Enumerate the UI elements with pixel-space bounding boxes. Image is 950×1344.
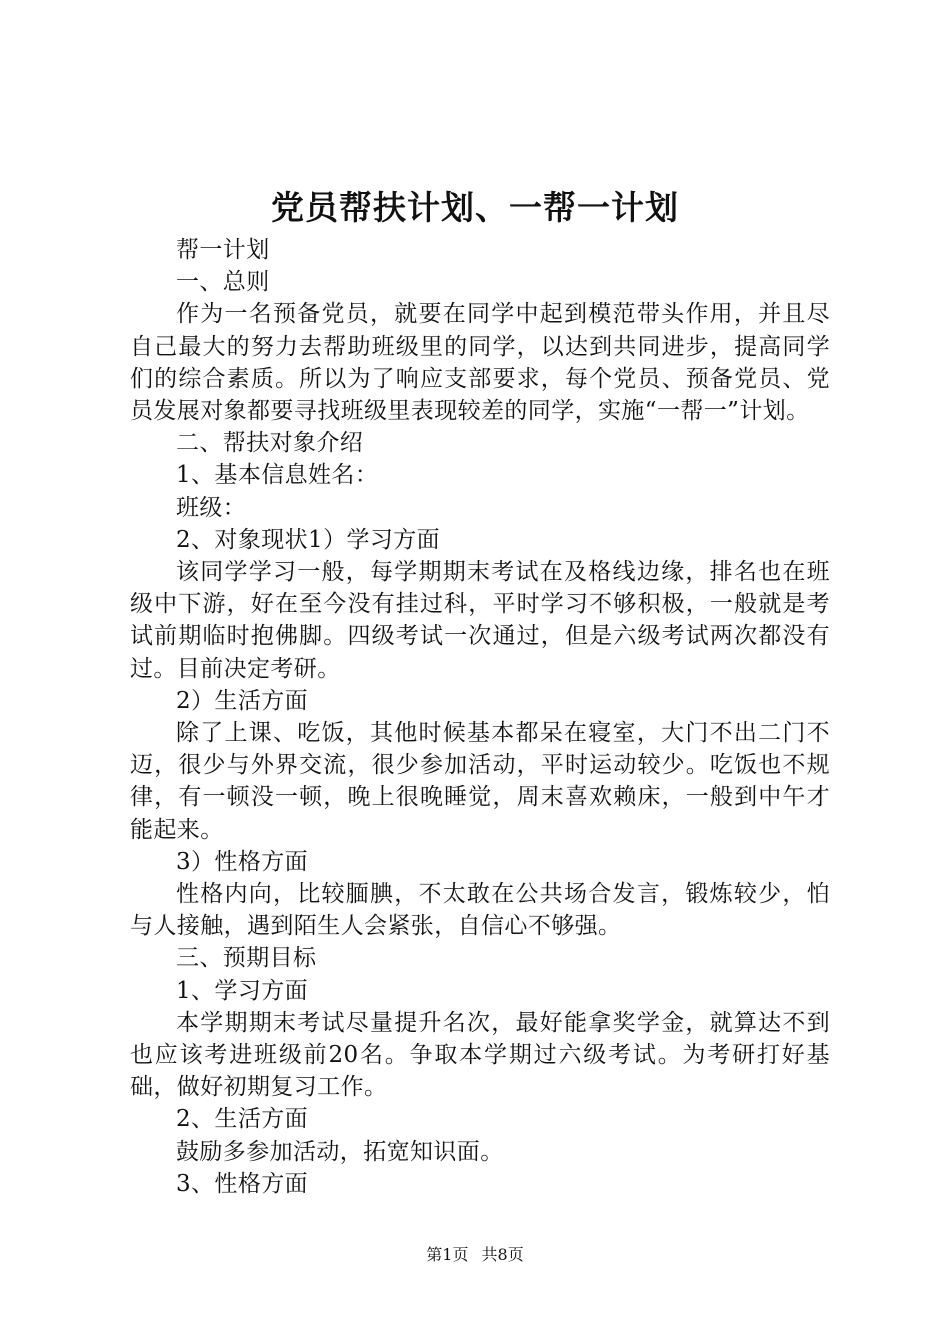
subsection-heading: 班级：	[176, 494, 247, 521]
paragraph: 性格内向，比较腼腆，不太敢在公共场合发言，锻炼较少，怕与人接触，遇到陌生人会紧张，自信心不够强。	[130, 881, 830, 940]
paragraph: 作为一名预备党员，就要在同学中起到模范带头作用，并且尽自己最大的努力去帮助班级里的同学，以达到共同进步，提高同学们的综合素质。所以为了响应支部要求，每个党员、预备党员、党员发展对象都要寻找班级里表现较差的同学，实施“一帮一”计划。	[130, 301, 830, 425]
subsection-heading: 1、基本信息姓名：	[176, 462, 379, 489]
subsection-heading: 2、生活方面	[176, 1106, 309, 1133]
subsection-heading: 1、学习方面	[176, 977, 309, 1004]
subsection-heading: 2、对象现状1）学习方面	[176, 526, 441, 553]
paragraph: 鼓励多参加活动，拓宽知识面。	[176, 1138, 504, 1165]
paragraph: 本学期期末考试尽量提升名次，最好能拿奖学金，就算达不到也应该考进班级前20名。争取本学期过六级考试。为考研打好基础，做好初期复习工作。	[130, 1009, 830, 1101]
paragraph-heading: 帮一计划	[176, 237, 270, 263]
subsection-heading: 3、性格方面	[176, 1170, 309, 1197]
paragraph: 除了上课、吃饭，其他时候基本都呆在寝室，大门不出二门不迈，很少与外界交流，很少参加活动，平时运动较少。吃饭也不规律，有一顿没一顿，晚上很晚睡觉，周末喜欢赖床，一般到中午才能起来。	[130, 720, 830, 843]
paragraph: 该同学学习一般，每学期期末考试在及格线边缘，排名也在班级中下游，好在至今没有挂过科，平时学习不够积极，一般就是考试前期临时抱佛脚。四级考试一次通过，但是六级考试两次都没有过。目前决定考研。	[130, 559, 830, 682]
document-body	[130, 234, 830, 1200]
page-total: 共8页	[481, 1245, 524, 1264]
section-heading: 一、总则	[176, 269, 270, 296]
subsection-heading: 2）生活方面	[176, 687, 309, 714]
document-title: 党员帮扶计划、一帮一计划	[271, 188, 679, 227]
page-number: 第1页	[426, 1245, 469, 1264]
page-footer	[0, 1244, 950, 1266]
section-heading: 二、帮扶对象介绍	[176, 430, 364, 457]
subsection-heading: 3）性格方面	[176, 848, 309, 875]
section-heading: 三、预期目标	[176, 945, 317, 972]
